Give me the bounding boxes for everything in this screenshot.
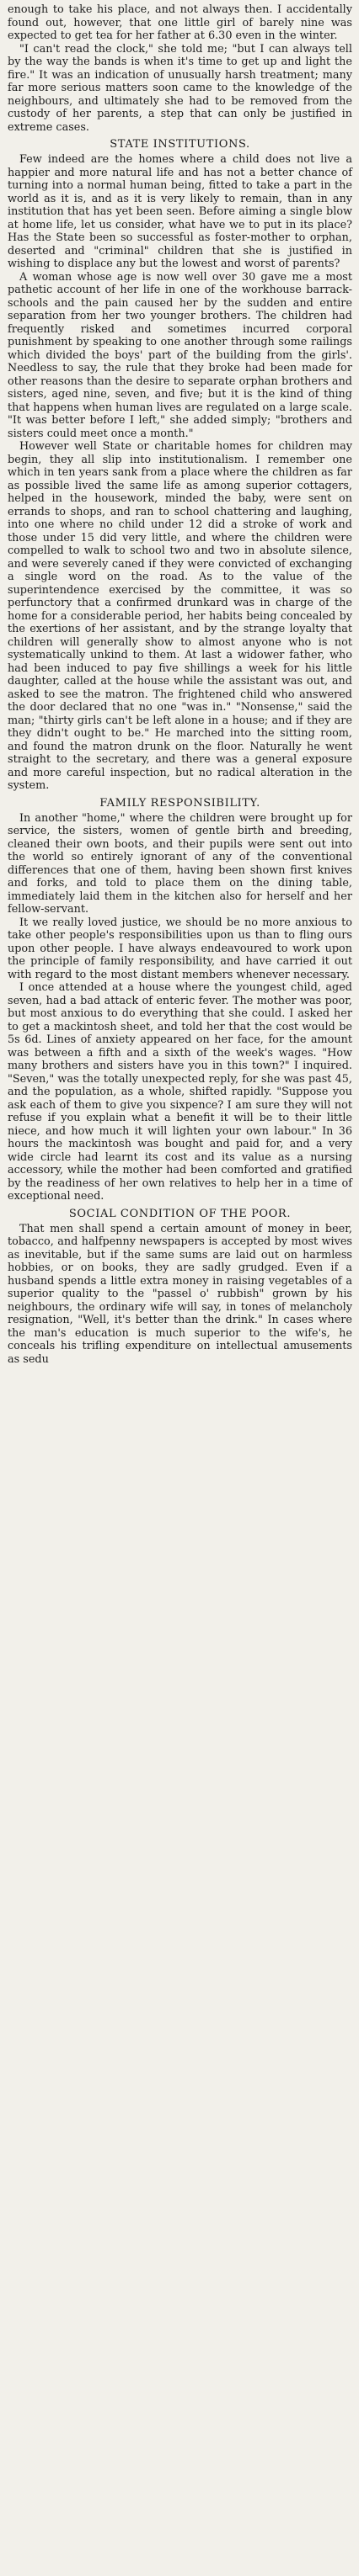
section-heading-social-condition: SOCIAL CONDITION OF THE POOR. bbox=[68, 1207, 292, 1220]
paragraph: However well State or charitable homes for children may begin, they all slip into institutionalism. I remember one which in ten years sank from a place where the children as far as possible lived the same life as among superior cottagers, helped in the housework, minded the baby, were sent on errands to shops, and ran to school chattering and laughing, into one where no child under 12 did a stroke of work and those under 15 did very little, and where the children were compelled to walk to school two and two in absolute silence, and were severely caned if they were convicted of exchanging a single word on the road. As to the value of the superintendence exercised by the committee, it was so perfunctory that a confirmed drunkard was in charge of the home for a considerable period, her habits being concealed by the exertions of her assistant, and by the strange loyalty that children will generally show to almost anyone who is not systematically unkind to them. At last a widower father, who had been induced to pay five shillings a week for his little daughter, called at the house while the assistant was out, and asked to see the matron. The frightened child who answered the door declared that no one "was in." "Nonsense," said the man; "thirty girls can't be left alone in a house; and if they are they didn't ought to be." He marched into the sitting room, and found the matron drunk on the floor. Naturally he went straight to the secretary, and there was a general exposure and more careful inspection, but no radical alteration in the system. bbox=[8, 440, 352, 792]
paragraph: I once attended at a house where the youngest child, aged seven, had a bad attack of enteric fever. The mother was poor, but most anxious to do everything that she could. I asked her to get a mackintosh sheet, and told her that the cost would be 5s 6d. Lines of anxiety appeared on her face, for the amount was between a fifth and a sixth of the week's wages. "How many brothers and sisters have you in this town?" I inquired. "Seven," was the totally unexpected reply, for she was past 45, and the population, as a whole, shifted rapidly. "Suppose you ask each of them to give you sixpence? I am sure they will not refuse if you explain what a benefit it will be to their little niece, and how much it will lighten your own labour." In 36 hours the mackintosh was bought and paid for, and a very wide circle had learnt its cost and its value as a nursing accessory, while the mother had been comforted and gratified by the readiness of her own relatives to help her in a time of exceptional need. bbox=[8, 981, 352, 1203]
paragraph: "I can't read the clock," she told me; "but I can always tell by the way the bands is when it's time to get up and light the fire." It was an indication of unusually harsh treatment; many far more serious matters soon came to the knowledge of the neighbours, and ultimately she had to be removed from the custody of her parents, a step that can only be justified in extreme cases. bbox=[8, 42, 352, 134]
paragraph: In another "home," where the children were brought up for service, the sisters, women of gentle birth and breeding, cleaned their own boots, and their pupils were sent out into the world so entirely ignorant of any of the conventional differences that one of them, having been shown first knives and forks, and told to place them on the dining table, immediately laid them in the kitchen also for herself and her fellow-servant. bbox=[8, 811, 352, 916]
paragraph: That men shall spend a certain amount of money in beer, tobacco, and halfpenny newspapers is accepted by most wives as inevitable, but if the same sums are laid out on harmless hobbies, or on books, they are sadly grudged. Even if a husband spends a little extra money in raising vegetables of a superior quality to the "passel o' rubbish" grown by his neighbours, the ordinary wife will say, in tones of melancholy resignation, "Well, it's better than the drink." In cases where the man's education is much superior to the wife's, he conceals his trifling expenditure on intellectual amusements as sedu bbox=[8, 1222, 352, 1366]
paragraph: A woman whose age is now well over 30 gave me a most pathetic account of her life in one of the workhouse barrack-schools and the pain caused her by the sudden and entire separation from her two younger brothers. The children had frequently risked and sometimes incurred corporal punishment by speaking to one another through some railings which divided the boys' part of the building from the girls'. Needless to say, the rule that they broke had been made for other reasons than the desire to separate orphan brothers and sisters, aged nine, seven, and five; but it is the kind of thing that happens when human lives are regulated on a large scale. "It was better before I left," she added simply; "brothers and sisters could meet once a month." bbox=[8, 270, 352, 440]
section-heading-state-institutions: STATE INSTITUTIONS. bbox=[110, 138, 250, 151]
paragraph: It we really loved justice, we should be no more anxious to take other people's responsibilities upon us than to fling ours upon other people. I have always endeavoured to work upon the principle of family responsibility, and have carried it out with regard to the most distant members whenever necessary. bbox=[8, 916, 352, 981]
paragraph: enough to take his place, and not always then. I accidentally found out, however, that one little girl of barely nine was expected to get tea for her father at 6.30 even in the winter. bbox=[8, 3, 352, 42]
section-heading-family-responsibility: FAMILY RESPONSIBILITY. bbox=[99, 796, 260, 810]
paragraph: Few indeed are the homes where a child does not live a happier and more natural life and has not a better chance of turning into a normal human being, fitted to take a part in the world as it is, and as it is very likely to remain, than in any institution that has yet been seen. Before aiming a single blow at home life, let us consider, what have we to put in its place? Has the State been so successful as foster-mother to orphan, deserted and "criminal" children that she is justified in wishing to displace any but the lowest and worst of parents? bbox=[8, 153, 352, 270]
